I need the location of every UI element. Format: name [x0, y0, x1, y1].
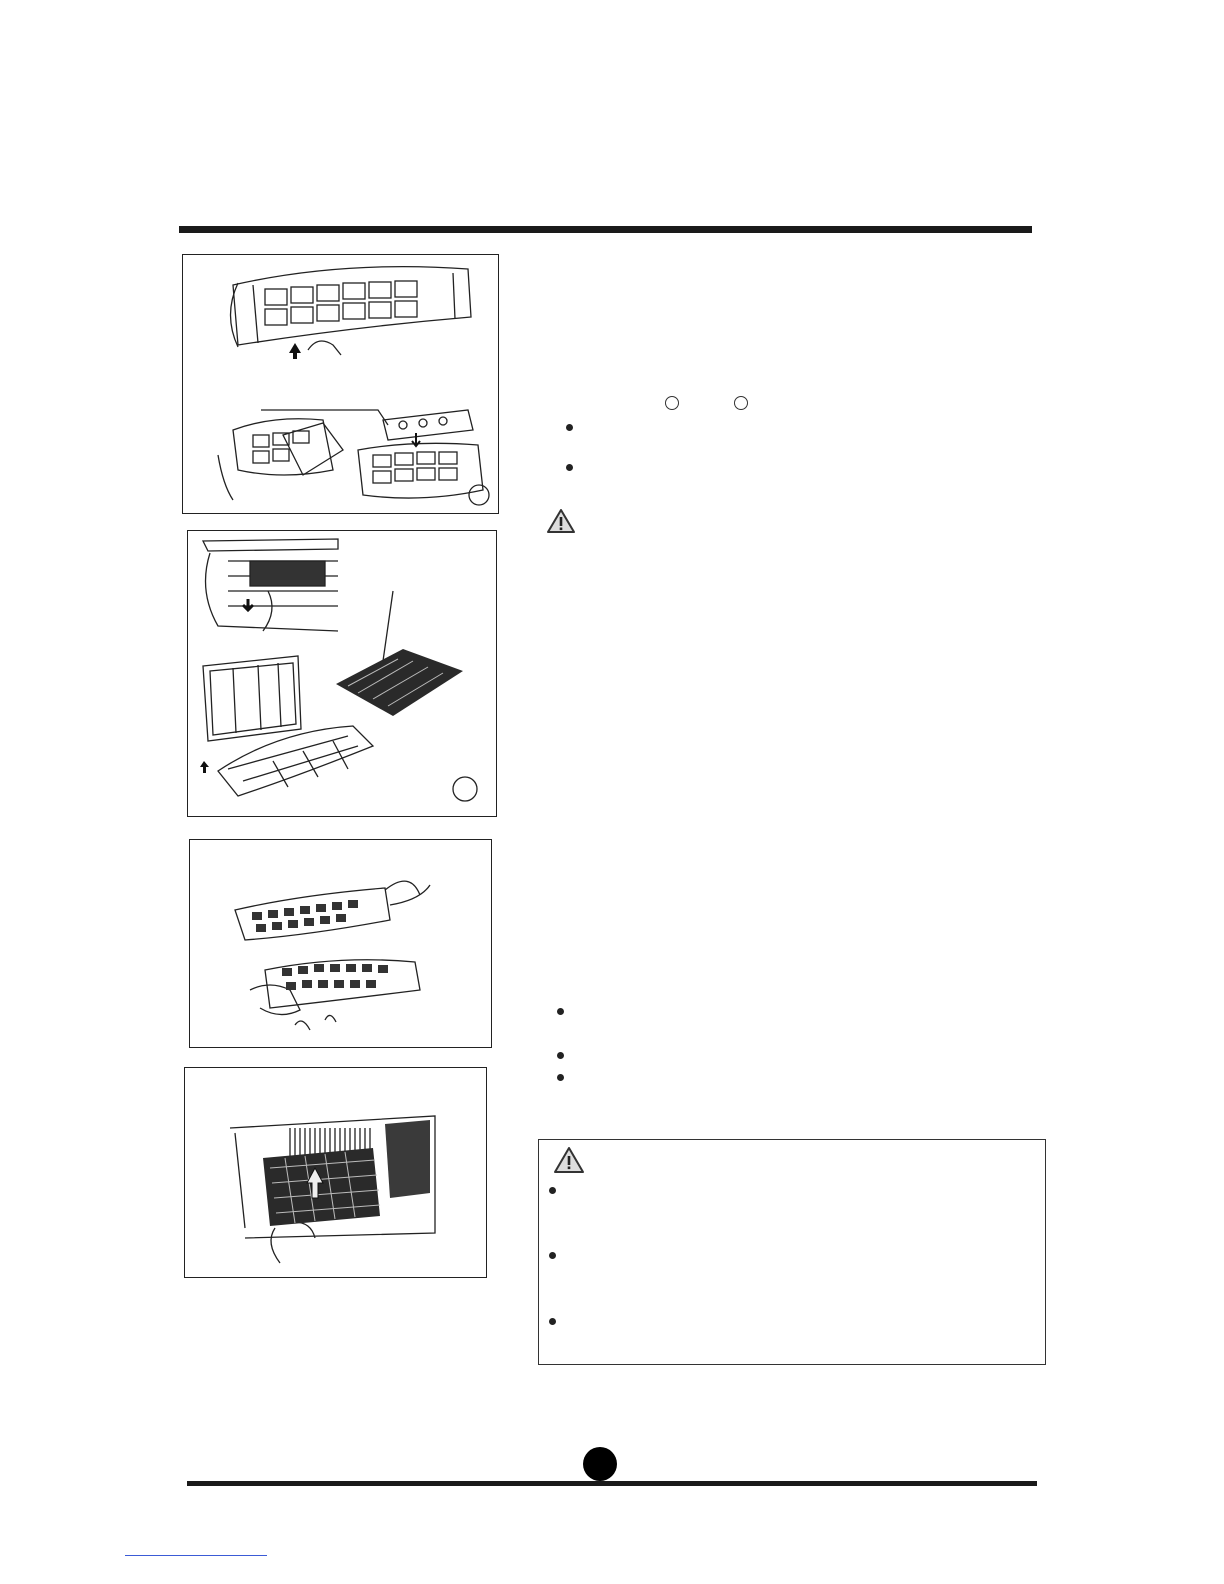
- filter-removal-illustration: [183, 255, 500, 515]
- air-freshening-filter-illustration: [188, 531, 498, 818]
- warning-triangle-icon: [546, 508, 576, 534]
- figure-1-reference: [665, 396, 679, 410]
- caution-bullet: [549, 1187, 556, 1194]
- figure-1-number: [469, 485, 489, 505]
- page-number-marker: [583, 1447, 617, 1481]
- bottom-rule: [187, 1481, 1037, 1486]
- filter-reinsert-illustration: [185, 1068, 488, 1279]
- figure-3-filter-washing: [189, 839, 492, 1048]
- filter-washing-illustration: [190, 840, 493, 1049]
- figure-1-filter-removal: [182, 254, 499, 514]
- list-bullet: [557, 1008, 564, 1015]
- warning-triangle-icon: [553, 1146, 585, 1174]
- list-bullet: [557, 1074, 564, 1081]
- list-bullet: [566, 464, 573, 471]
- top-rule: [179, 226, 1032, 233]
- figure-2-reference: [734, 396, 748, 410]
- footer-link-underline[interactable]: [125, 1555, 267, 1556]
- figure-4-filter-reinsert: [184, 1067, 487, 1278]
- figure-2-air-freshening-filter: [187, 530, 497, 817]
- list-bullet: [557, 1052, 564, 1059]
- list-bullet: [566, 424, 573, 431]
- caution-bullet: [549, 1252, 556, 1259]
- caution-box: [538, 1139, 1046, 1365]
- caution-bullet: [549, 1318, 556, 1325]
- figure-2-number: [453, 777, 477, 801]
